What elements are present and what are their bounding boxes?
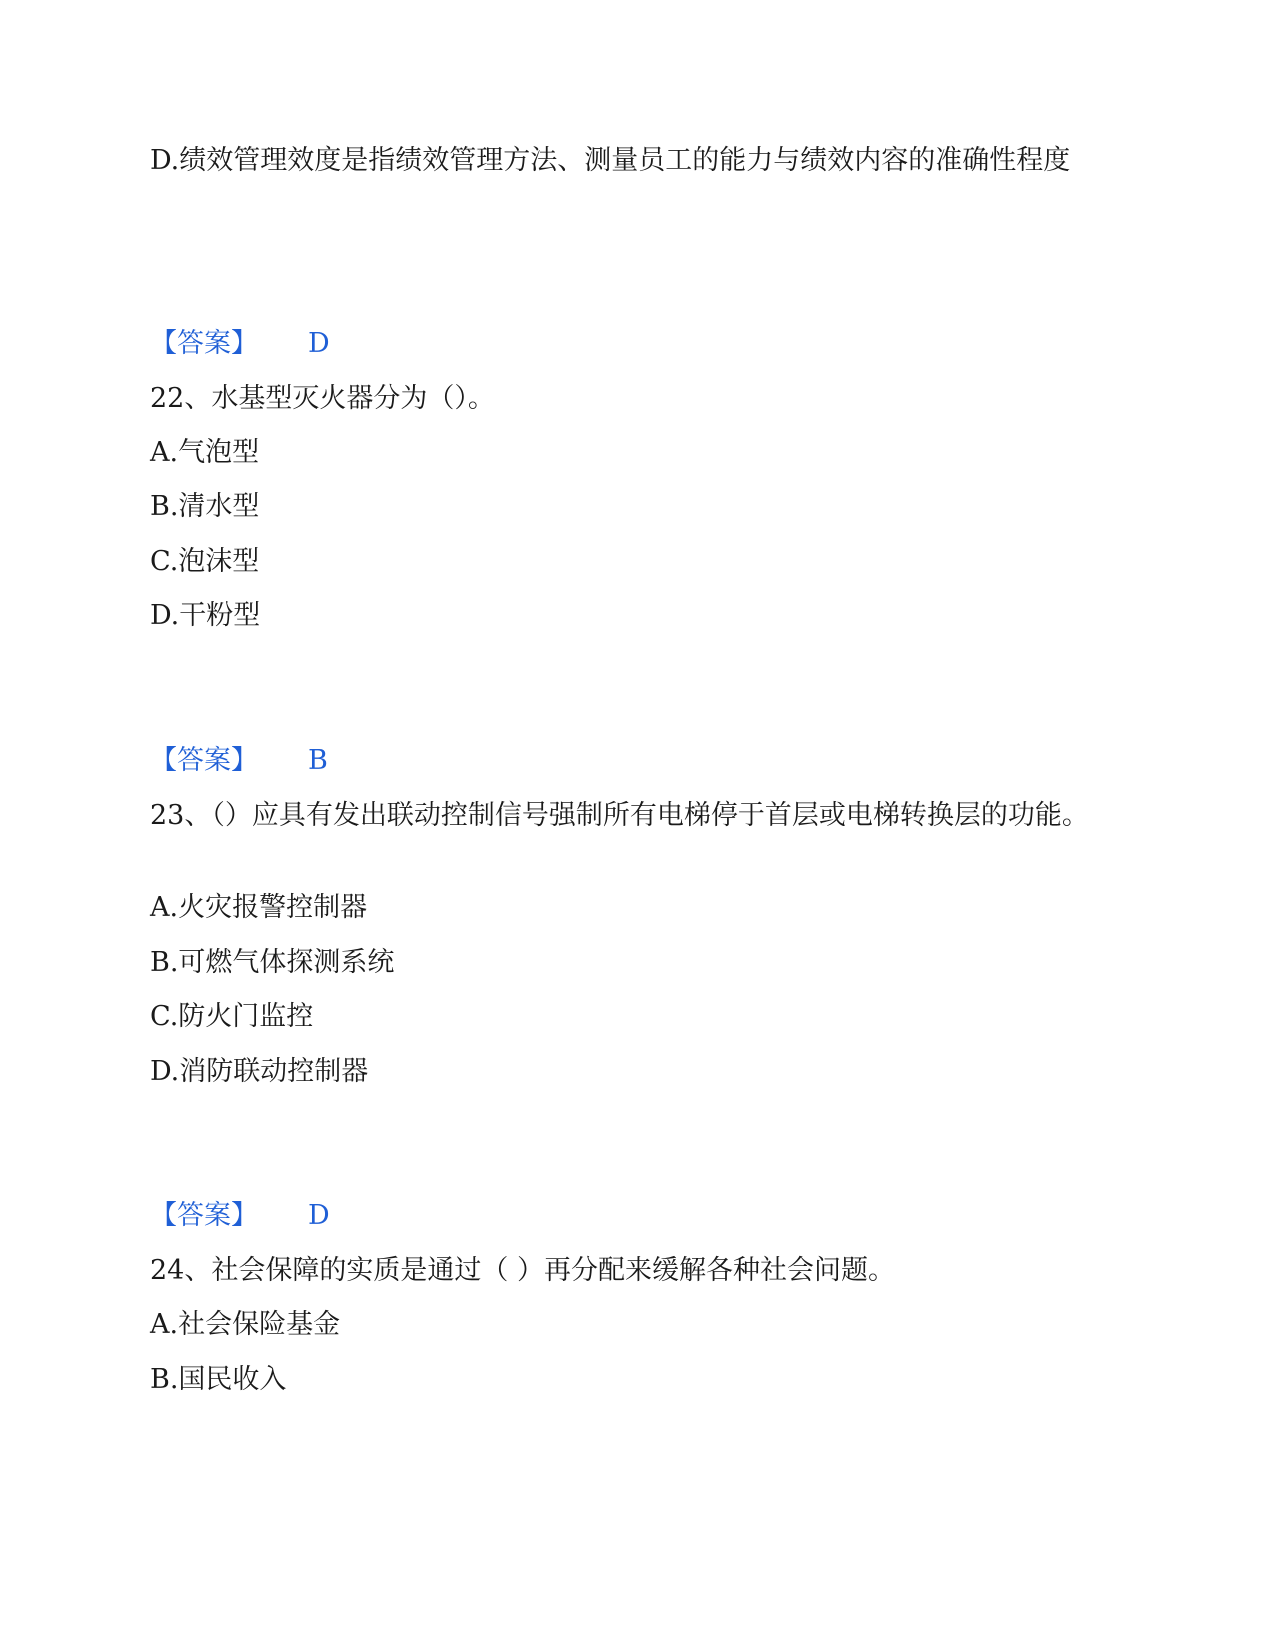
question-22-option-a: A.气泡型 bbox=[150, 437, 260, 468]
question-24-option-a: A.社会保险基金 bbox=[150, 1309, 341, 1340]
answer-label: 【答案】 bbox=[150, 1200, 258, 1231]
question-22-option-b: B.清水型 bbox=[150, 491, 260, 522]
answer-q22 bbox=[150, 741, 328, 781]
answer-value: D bbox=[308, 1200, 330, 1231]
answer-q23 bbox=[150, 1196, 330, 1236]
question-23-stem: 23、（）应具有发出联动控制信号强制所有电梯停于首层或电梯转换层的功能。 bbox=[150, 800, 1089, 831]
question-23-option-a: A.火灾报警控制器 bbox=[150, 892, 368, 923]
question-24-option-b: B.国民收入 bbox=[150, 1364, 287, 1395]
answer-value: B bbox=[308, 745, 328, 776]
question-24-stem: 24、社会保障的实质是通过（ ）再分配来缓解各种社会问题。 bbox=[150, 1255, 895, 1286]
question-23-option-b: B.可燃气体探测系统 bbox=[150, 947, 395, 978]
answer-q21 bbox=[150, 324, 330, 364]
question-22-option-d: D.干粉型 bbox=[150, 600, 261, 631]
answer-label: 【答案】 bbox=[150, 328, 258, 359]
answer-value: D bbox=[308, 328, 330, 359]
prev-question-option-d: D.绩效管理效度是指绩效管理方法、测量员工的能力与绩效内容的准确性程度 bbox=[150, 145, 1071, 176]
question-22-stem: 22、水基型灭火器分为（）。 bbox=[150, 383, 495, 414]
answer-label: 【答案】 bbox=[150, 745, 258, 776]
question-23-option-c: C.防火门监控 bbox=[150, 1001, 314, 1032]
question-22-option-c: C.泡沫型 bbox=[150, 546, 260, 577]
question-23-option-d: D.消防联动控制器 bbox=[150, 1056, 369, 1087]
